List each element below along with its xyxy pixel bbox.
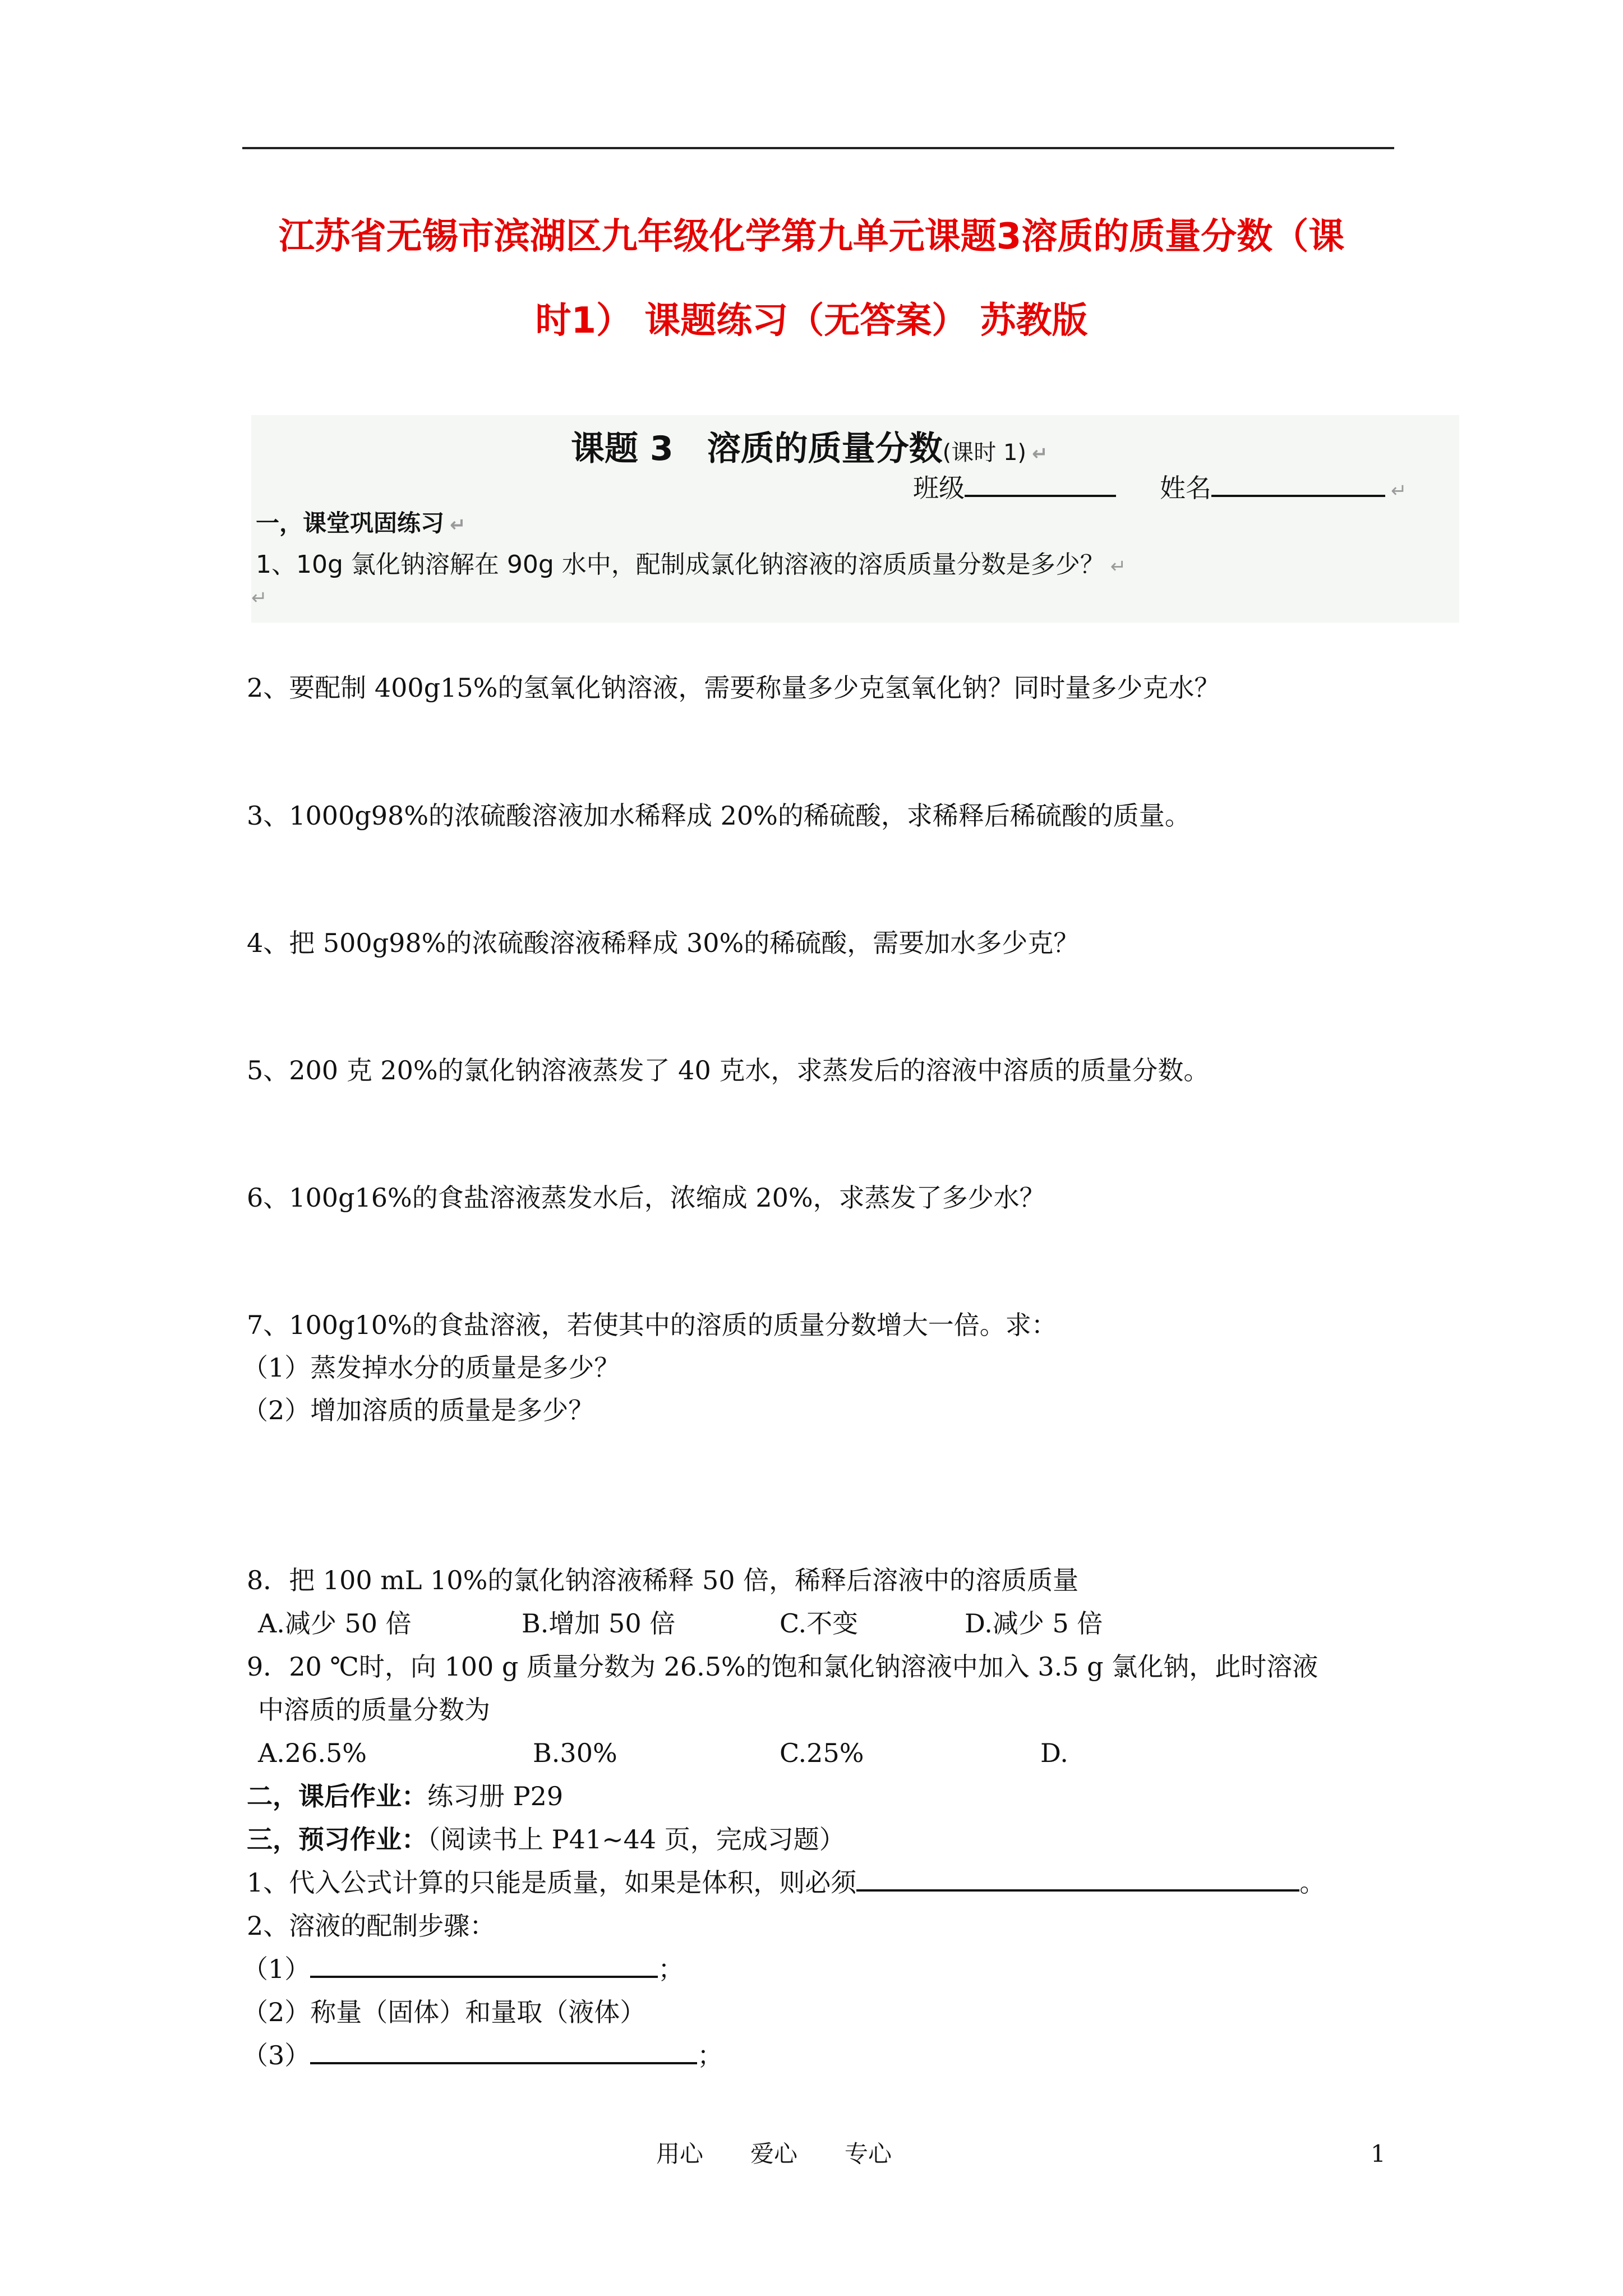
document-title-line2: 时1） 课题练习（无答案） 苏教版 — [535, 300, 1088, 342]
section2-text: 练习册 P29 — [427, 1781, 564, 1811]
document-title-line1: 江苏省无锡市滨湖区九年级化学第九单元课题3溶质的质量分数（课 — [278, 216, 1345, 257]
class-label: 班级 — [913, 473, 965, 503]
question-1-text: 1、10g 氯化钠溶解在 90g 水中，配制成氯化钠溶液的溶质质量分数是多少？ — [256, 550, 1105, 579]
section2-label: 二，课后作业： — [247, 1781, 427, 1811]
section3-label: 三，预习作业： — [247, 1824, 427, 1855]
name-field — [1160, 468, 1407, 505]
preview-question-1-text: 1、代入公式计算的只能是质量，如果是体积，则必须 — [247, 1867, 857, 1898]
question-5: 5、200 克 20%的氯化钠溶液蒸发了 40 克水，求蒸发后的溶液中溶质的质量分数。 — [247, 1055, 1210, 1085]
section1-heading — [256, 505, 466, 539]
class-field — [913, 468, 1116, 505]
question-1 — [256, 544, 1126, 580]
paragraph-mark: ↵ — [1391, 480, 1407, 502]
paragraph-mark: ↵ — [251, 587, 268, 609]
question-8-option-d: D.减少 5 倍 — [965, 1608, 1103, 1639]
question-9-line2: 中溶质的质量分数为 — [258, 1695, 490, 1725]
preview-question-2: 2、溶液的配制步骤： — [247, 1911, 496, 1941]
section2-line — [247, 1783, 563, 1810]
paragraph-mark: ↵ — [450, 514, 466, 536]
paragraph-mark: ↵ — [1110, 555, 1127, 578]
question-8-option-b: B.增加 50 倍 — [522, 1608, 676, 1639]
snippet-heading-note: (课时 1) — [942, 440, 1027, 466]
section3-text: （阅读书上 P41~44 页，完成习题） — [427, 1824, 845, 1855]
worksheet-snippet — [251, 415, 1459, 623]
question-2: 2、要配制 400g15%的氢氧化钠溶液，需要称量多少克氢氧化钠？同时量多少克水？ — [247, 673, 1220, 703]
question-8: 8．把 100 mL 10%的氯化钠溶液稀释 50 倍，稀释后溶液中的溶质质量 — [247, 1565, 1079, 1595]
step-3-end: ； — [697, 2040, 723, 2070]
section1-text: 一，课堂巩固练习 — [256, 509, 445, 537]
name-label: 姓名 — [1160, 473, 1211, 503]
question-9-option-a: A.26.5% — [258, 1738, 367, 1768]
step-1 — [242, 1955, 684, 1982]
question-4: 4、把 500g98%的浓硫酸溶液稀释成 30%的稀硫酸，需要加水多少克？ — [247, 928, 1080, 958]
question-6: 6、100g16%的食盐溶液蒸发水后，浓缩成 20%，求蒸发了多少水？ — [247, 1182, 1045, 1213]
question-8-option-a: A.减少 50 倍 — [258, 1608, 412, 1639]
step-2: （2）称量（固体）和量取（液体） — [242, 1997, 646, 2027]
question-9-option-c: C.25% — [780, 1738, 864, 1768]
header-rule — [242, 147, 1394, 149]
class-blank — [965, 495, 1116, 497]
step-1-end: ； — [658, 1954, 684, 1984]
step-3-blank — [310, 2062, 697, 2064]
question-9-line1: 9．20 ℃时，向 100 g 质量分数为 26.5%的饱和氯化钠溶液中加入 3.5 g 氯化钠，此时溶液 — [247, 1651, 1318, 1682]
preview-question-1-end: 。 — [1299, 1867, 1326, 1898]
question-9-option-d: D. — [1040, 1738, 1068, 1768]
question-9-option-b: B.30% — [533, 1738, 617, 1768]
step-1-blank — [310, 1976, 658, 1978]
name-blank — [1211, 495, 1385, 497]
snippet-heading-text: 课题 3 溶质的质量分数 — [571, 429, 943, 468]
section3-line — [247, 1826, 845, 1853]
question-7-part-2: （2）增加溶质的质量是多少？ — [242, 1395, 594, 1425]
step-3 — [242, 2042, 723, 2069]
question-7: 7、100g10%的食盐溶液，若使其中的溶质的质量分数增大一倍。求： — [247, 1310, 1057, 1340]
question-8-option-c: C.不变 — [780, 1608, 859, 1639]
step-1-label: （1） — [242, 1954, 311, 1984]
paragraph-mark: ↵ — [1032, 443, 1048, 465]
preview-question-1-blank — [856, 1889, 1299, 1892]
snippet-heading — [571, 422, 1048, 470]
question-7-part-1: （1）蒸发掉水分的质量是多少？ — [242, 1352, 620, 1383]
step-3-label: （3） — [242, 2040, 311, 2070]
preview-question-1 — [247, 1869, 1325, 1896]
footer-motto: 用心 爱心 专心 — [656, 2140, 892, 2168]
question-3: 3、1000g98%的浓硫酸溶液加水稀释成 20%的稀硫酸，求稀释后稀硫酸的质量。 — [247, 800, 1191, 831]
page-number: 1 — [1371, 2140, 1386, 2168]
